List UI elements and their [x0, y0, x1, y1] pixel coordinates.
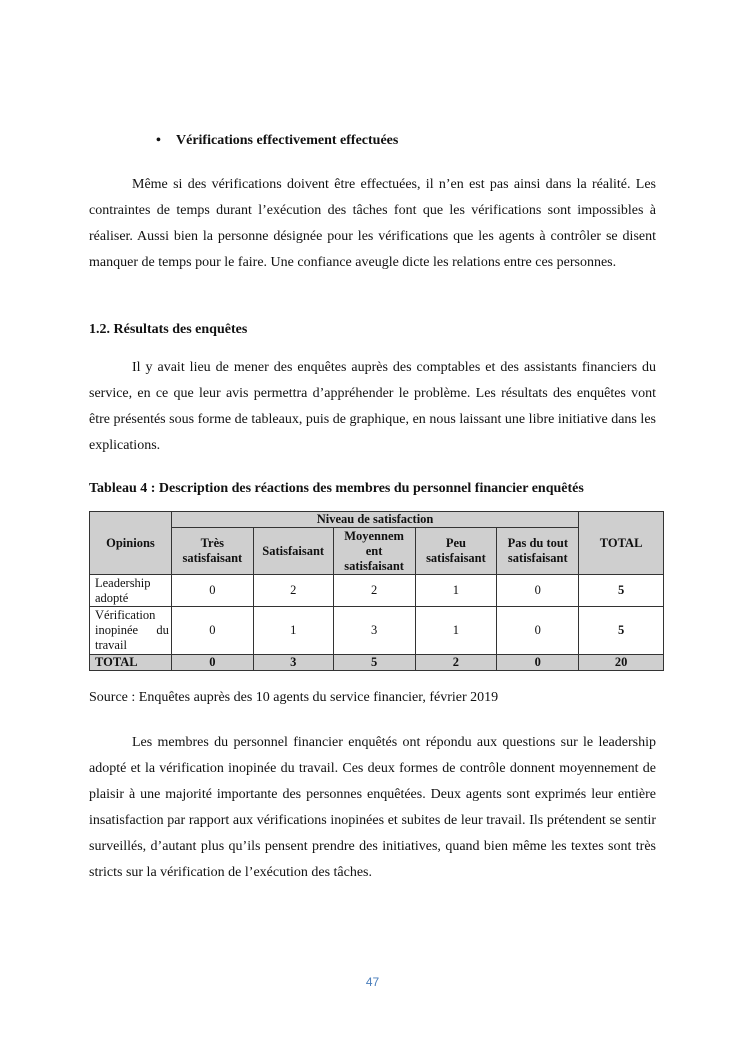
header-pas-du-tout-satisfaisant: Pas du tout satisfaisant: [497, 528, 579, 575]
table-cell: 1: [415, 575, 497, 607]
paragraph-analysis: Les membres du personnel financier enquêtés ont répondu aux questions sur le leadership adopté et la vérification inopinée du travail. Ces deux formes de contrôle donnent moyennement de plaisir à une majorité importante des personnes enquêtées. Deux agents sont exprimés leur entière insatisfaction par rapport aux vérifications inopinées et subites de leur travail. Ils prétendent se sentir surveillés, d’autant plus qu’ils pensent prendre des initiatives, quand bien même les textes sont très stricts sur la vérification de l’exécution des tâches.: [89, 735, 656, 880]
table-source: Source : Enquêtes auprès des 10 agents du service financier, février 2019: [89, 690, 499, 705]
total-label: TOTAL: [90, 655, 172, 671]
header-peu-satisfaisant: Peu satisfaisant: [415, 528, 497, 575]
table-cell: 2: [333, 575, 415, 607]
header-opinions: Opinions: [90, 512, 172, 575]
table-cell: 0: [497, 575, 579, 607]
table-cell: 0: [171, 607, 253, 655]
page-number: 47: [365, 975, 380, 989]
bullet-heading: [156, 133, 398, 149]
table-cell: 2: [253, 575, 333, 607]
satisfaction-table: [89, 511, 664, 671]
row-label: Leadership adopté: [90, 575, 172, 607]
header-tres-satisfaisant: Très satisfaisant: [171, 528, 253, 575]
row-label: Vérification inopinée du travail: [90, 607, 172, 655]
table-header-row: [90, 512, 664, 528]
table-cell: 0: [171, 575, 253, 607]
header-moyennement-satisfaisant: Moyennem ent satisfaisant: [333, 528, 415, 575]
bullet-heading-text: Vérifications effectivement effectuées: [176, 133, 399, 148]
table-total-row: [90, 655, 664, 671]
table-subheader-row: [90, 528, 664, 575]
header-niveau-satisfaction: Niveau de satisfaction: [171, 512, 578, 528]
header-total: TOTAL: [579, 512, 664, 575]
paragraph-enquetes: Il y avait lieu de mener des enquêtes auprès des comptables et des assistants financiers du service, en ce que leur avis permettra d’appréhender le problème. Les résultats des enquêtes vont être présentés sous forme de tableaux, puis de graphique, en nous laissant une libre initiative dans les explications.: [89, 360, 656, 453]
paragraph-verifications: Même si des vérifications doivent être effectuées, il n’en est pas ainsi dans la réalité. Les contraintes de temps durant l’exécution des tâches font que les vérifications sont impossibles à réaliser. Aussi bien la personne désignée pour les vérifications que les agents à contrôler se disent manquer de temps pour le faire. Une confiance aveugle dicte les relations entre ces personnes.: [89, 177, 656, 270]
table-cell: 1: [253, 607, 333, 655]
header-satisfaisant: Satisfaisant: [253, 528, 333, 575]
section-heading: 1.2. Résultats des enquêtes: [89, 322, 248, 337]
table-cell: 3: [333, 607, 415, 655]
total-cell: 3: [253, 655, 333, 671]
table-row: [90, 575, 664, 607]
total-cell: 0: [171, 655, 253, 671]
row-total: 5: [579, 607, 664, 655]
table-cell: 0: [497, 607, 579, 655]
table-row: [90, 607, 664, 655]
table-cell: 1: [415, 607, 497, 655]
table-caption: Tableau 4 : Description des réactions des membres du personnel financier enquêtés: [89, 481, 584, 496]
total-cell: 5: [333, 655, 415, 671]
total-cell: 2: [415, 655, 497, 671]
row-total: 5: [579, 575, 664, 607]
total-cell: 0: [497, 655, 579, 671]
grand-total: 20: [579, 655, 664, 671]
bullet-icon: •: [156, 133, 161, 148]
